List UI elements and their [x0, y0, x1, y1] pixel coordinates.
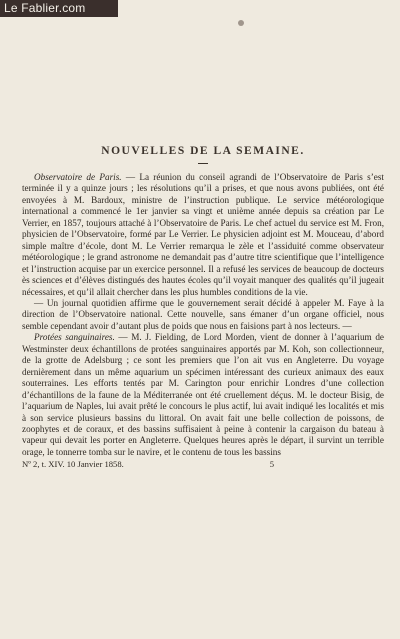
article-body	[22, 172, 384, 458]
ink-spot	[238, 20, 244, 26]
article-column	[22, 145, 384, 470]
paragraph-observatoire	[22, 172, 384, 298]
paragraph-text: — M. J. Fielding, de Lord Morden, vient de donner à l’aquarium de Westminster deux échantillons de protées sanguinaires apportés par M. Koh, son collectionneur, de la grotte de Adelsburg ; ce sont les premiers que l’on ait vus en Angleterre. Du voyage dernièrement dans un même aquarium un spécimen intéressant des curieux animaux des eaux souterraines. Les efforts tentés par M. Carington pour enrichir Londres d’une collection d’échantillons de la faune de la Méditerranée ont été cruellement déçus. M. le docteur Bisig, de l’aquarium de Naples, lui avait prêté le concours le plus actif, lui avait indiqué les localités et mis à son service plusieurs bassins du littoral. On avait fait une belle collection de poissons, de zoophytes et de coraux, et des bassins suffisaient à peine à contenir la cargaison du bateau à vapeur qui devait les porter en Angleterre. Quelques heures après le départ, il survint un terrible orage, le tonnerre tomba sur le navire, et le contenu de tous les bassins	[22, 332, 384, 457]
page-footer	[22, 459, 384, 470]
section-heading: NOUVELLES DE LA SEMAINE.	[101, 145, 305, 157]
paragraph-text: — Un journal quotidien affirme que le gouvernement serait décidé à appeler M. Faye à la direction de l’Observatoire national. Cette nouvelle, sans émaner d’un organe officiel, nous semble cependant avoir d’autant plus de poids que nous en faisions part à nos lecteurs. —	[22, 297, 384, 331]
site-watermark: Le Fablier.com	[0, 0, 118, 17]
paragraph-faye	[22, 298, 384, 332]
paragraph-lead: Observatoire de Paris.	[34, 172, 122, 182]
paragraph-protees	[22, 332, 384, 458]
paragraph-lead: Protées sanguinaires.	[34, 332, 115, 343]
page-number: 5	[269, 459, 274, 470]
paragraph-text: — La réunion du conseil agrandi de l’Observatoire de Paris s’est terminée il y a quinze jours ; les résolutions qu’il a prises, et que nous avons publiées, ont été envoyées à M. Bardoux, ministre de l’instruction publique. Le service météorologique international a commencé le 1er janvier sa vingt et unième année depuis sa création par Le Verrier, en 1857, toujours attaché à l’Observatoire de Paris. Le chef actuel du service est M. Fron, physicien de l’Observatoire, formé par Le Verrier. Le physicien adjoint est M. Mouceau, d’abord simple maître d’école, dont M. Le Verrier remarqua le zèle et l’assiduité comme observateur météorologique ; le grand astronome ne demandait pas d’autre titre scientifique que l’intelligence et l’instruction acquise par un exercice personnel. Il a refusé les services de beaucoup de docteurs ès sciences et d’élèves distingués des hautes écoles qu’il voyait manquer des qualités qu’il jugeait nécessaires, et qu’il allait chercher dans les plus humbles conditions de la vie.	[22, 172, 384, 297]
heading-rule	[198, 163, 208, 164]
issue-reference: Nº 2, t. XIV. 10 Janvier 1858.	[22, 459, 124, 470]
